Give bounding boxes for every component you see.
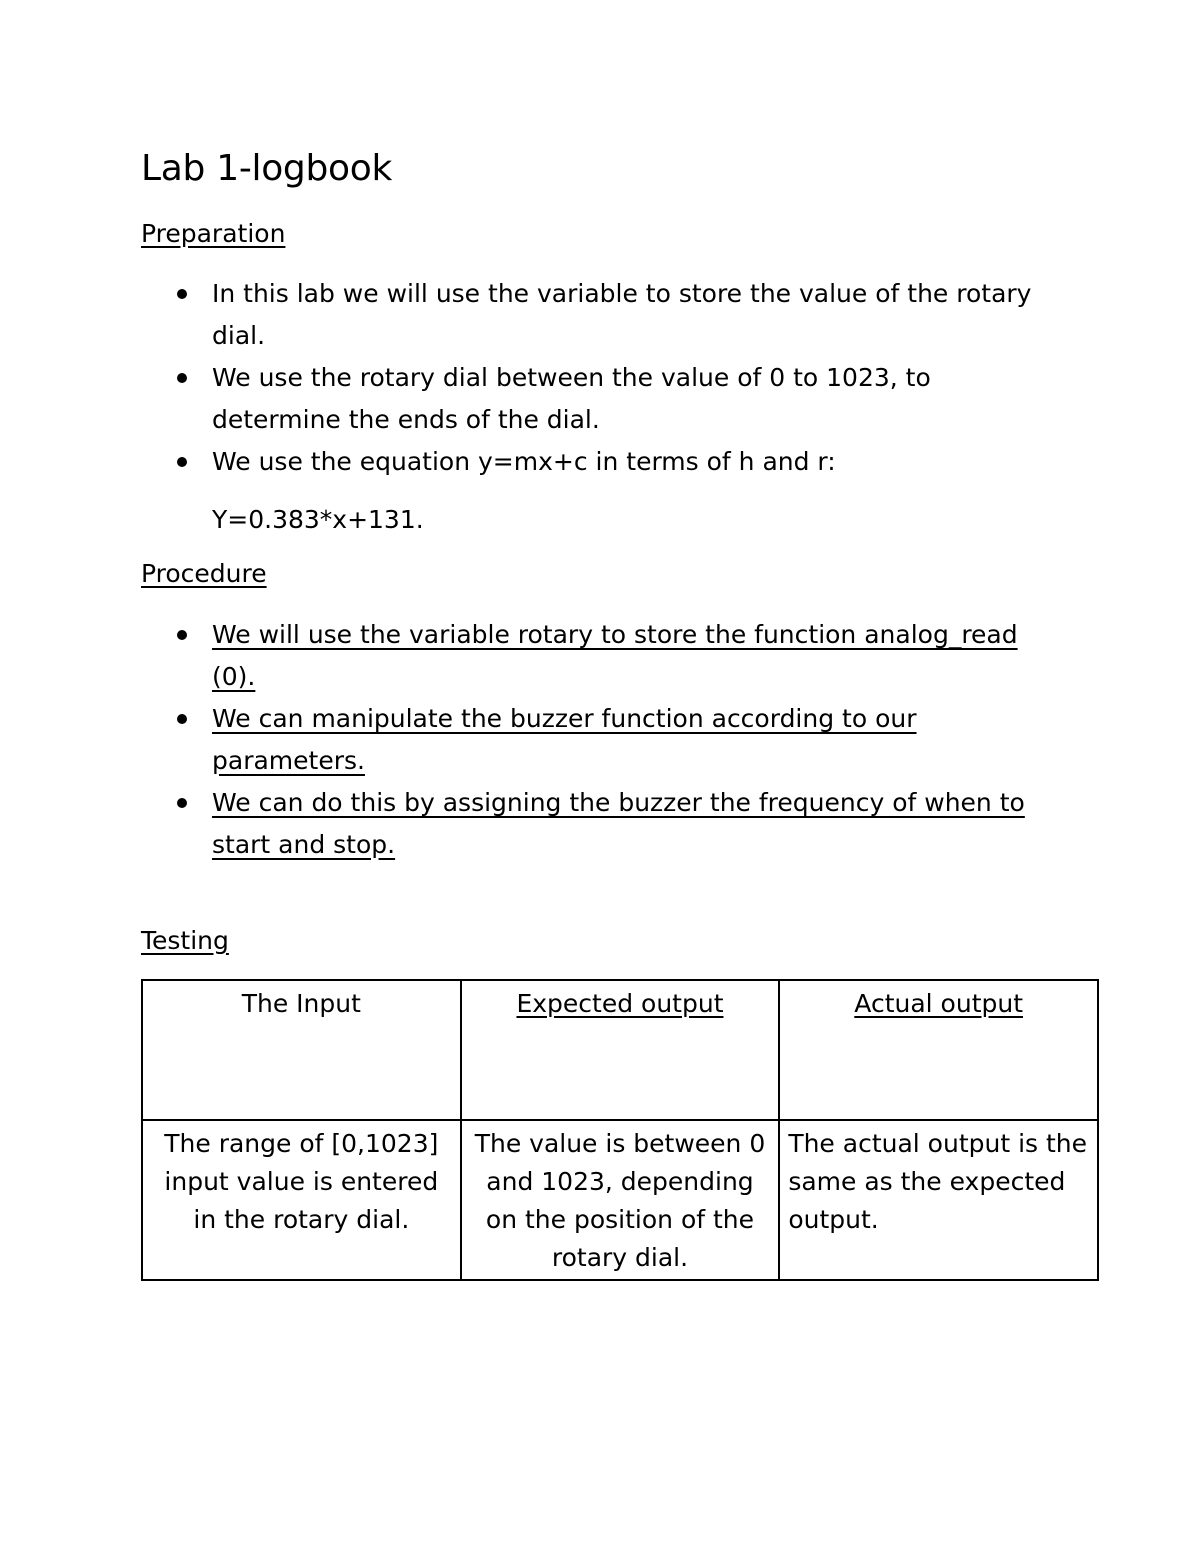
column-header-expected [461,980,780,1120]
bullet-text: We will use the variable rotary to store the function analog_read (0). [212,620,1018,691]
preparation-list [141,273,1061,483]
column-header-label: Expected output [516,989,724,1018]
preparation-heading: Preparation [141,219,286,248]
table-cell-input: The range of [0,1023] input value is entered in the rotary dial. [142,1120,461,1280]
procedure-list [141,614,1061,865]
bullet-text: We use the equation y=mx+c in terms of h and r: [212,447,836,476]
list-item [141,357,1061,440]
bullet-text: We can manipulate the buzzer function according to our parameters. [212,704,917,775]
bullet-icon [177,373,187,383]
table-cell-expected: The value is between 0 and 1023, depending on the position of the rotary dial. [461,1120,780,1280]
column-header-actual [779,980,1098,1120]
bullet-icon [177,457,187,467]
list-item [141,441,1061,483]
list-item [141,782,1061,865]
column-header-label: The Input [241,989,361,1018]
procedure-heading: Procedure [141,559,267,588]
list-item [141,614,1061,697]
testing-heading: Testing [141,926,229,955]
bullet-text: We use the rotary dial between the value of 0 to 1023, to determine the ends of the dial. [212,363,931,434]
bullet-icon [177,798,187,808]
page-title: Lab 1-logbook [141,148,393,189]
column-header-label: Actual output [854,989,1024,1018]
bullet-text: We can do this by assigning the buzzer the frequency of when to start and stop. [212,788,1025,859]
bullet-icon [177,714,187,724]
bullet-icon [177,630,187,640]
equation-text: Y=0.383*x+131. [212,505,424,534]
column-header-input [142,980,461,1120]
list-item [141,698,1061,781]
bullet-text: In this lab we will use the variable to store the value of the rotary dial. [212,279,1032,350]
testing-table [141,979,1099,1281]
table-header-row [142,980,1098,1120]
list-item [141,273,1061,356]
bullet-icon [177,289,187,299]
table-row [142,1120,1098,1280]
table-cell-actual: The actual output is the same as the expected output. [779,1120,1098,1280]
